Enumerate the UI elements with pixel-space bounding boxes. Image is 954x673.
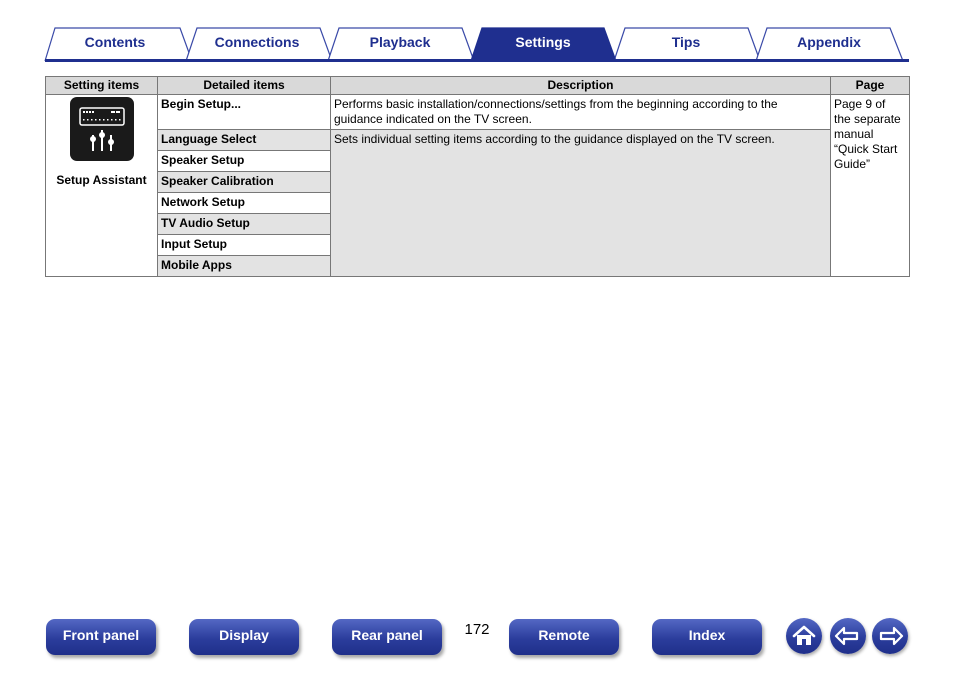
page-reference-cell: [831, 95, 910, 277]
tab-shapes: [0, 0, 954, 64]
back-button[interactable]: [830, 618, 866, 654]
page-number: 172: [464, 621, 490, 638]
tab-settings[interactable]: Settings: [515, 34, 571, 50]
tab-appendix[interactable]: Appendix: [797, 34, 861, 50]
detail-language-select: Language Select: [158, 130, 331, 151]
back-arrow-icon: [830, 618, 866, 654]
tab-contents[interactable]: Contents: [84, 34, 146, 50]
setup-assistant-icon: [70, 97, 134, 161]
setting-item-cell: [46, 95, 158, 277]
detail-speaker-setup: Speaker Setup: [158, 151, 331, 172]
table-header-row: [46, 77, 910, 95]
description-begin-setup: Performs basic installation/connections/settings from the beginning according to the guidance indicated on the TV screen.: [331, 95, 831, 130]
description-individual-settings: Sets individual setting items according to the guidance displayed on the TV screen.: [331, 130, 831, 277]
header-description: Description: [331, 77, 831, 95]
rear-panel-button[interactable]: Rear panel: [332, 619, 442, 655]
detail-speaker-calibration: Speaker Calibration: [158, 172, 331, 193]
forward-arrow-icon: [872, 618, 908, 654]
home-button[interactable]: [786, 618, 822, 654]
table-row: [46, 95, 910, 130]
detail-begin-setup: Begin Setup...: [158, 95, 331, 130]
page-ref-line: the separate: [834, 112, 901, 126]
index-button[interactable]: Index: [652, 619, 762, 655]
tab-playback[interactable]: Playback: [369, 34, 431, 50]
header-detailed-items: Detailed items: [158, 77, 331, 95]
header-setting-items: Setting items: [46, 77, 158, 95]
setting-item-label: Setup Assistant: [56, 173, 147, 187]
detail-mobile-apps: Mobile Apps: [158, 256, 331, 277]
detail-tv-audio-setup: TV Audio Setup: [158, 214, 331, 235]
forward-button[interactable]: [872, 618, 908, 654]
detail-input-setup: Input Setup: [158, 235, 331, 256]
page-ref-line: “Quick Start: [834, 142, 898, 156]
tab-baseline: [45, 59, 909, 62]
page-ref-line: Guide”: [834, 157, 871, 171]
settings-table: [45, 76, 910, 277]
front-panel-button[interactable]: Front panel: [46, 619, 156, 655]
header-page: Page: [831, 77, 910, 95]
page-ref-line: manual: [834, 127, 874, 141]
table-row: [46, 130, 910, 151]
home-icon: [786, 618, 822, 654]
remote-button[interactable]: Remote: [509, 619, 619, 655]
tab-bar: [0, 0, 954, 64]
detail-network-setup: Network Setup: [158, 193, 331, 214]
display-button[interactable]: Display: [189, 619, 299, 655]
page-ref-line: Page 9 of: [834, 97, 886, 111]
tab-tips[interactable]: Tips: [671, 34, 701, 50]
tab-connections[interactable]: Connections: [214, 34, 300, 50]
